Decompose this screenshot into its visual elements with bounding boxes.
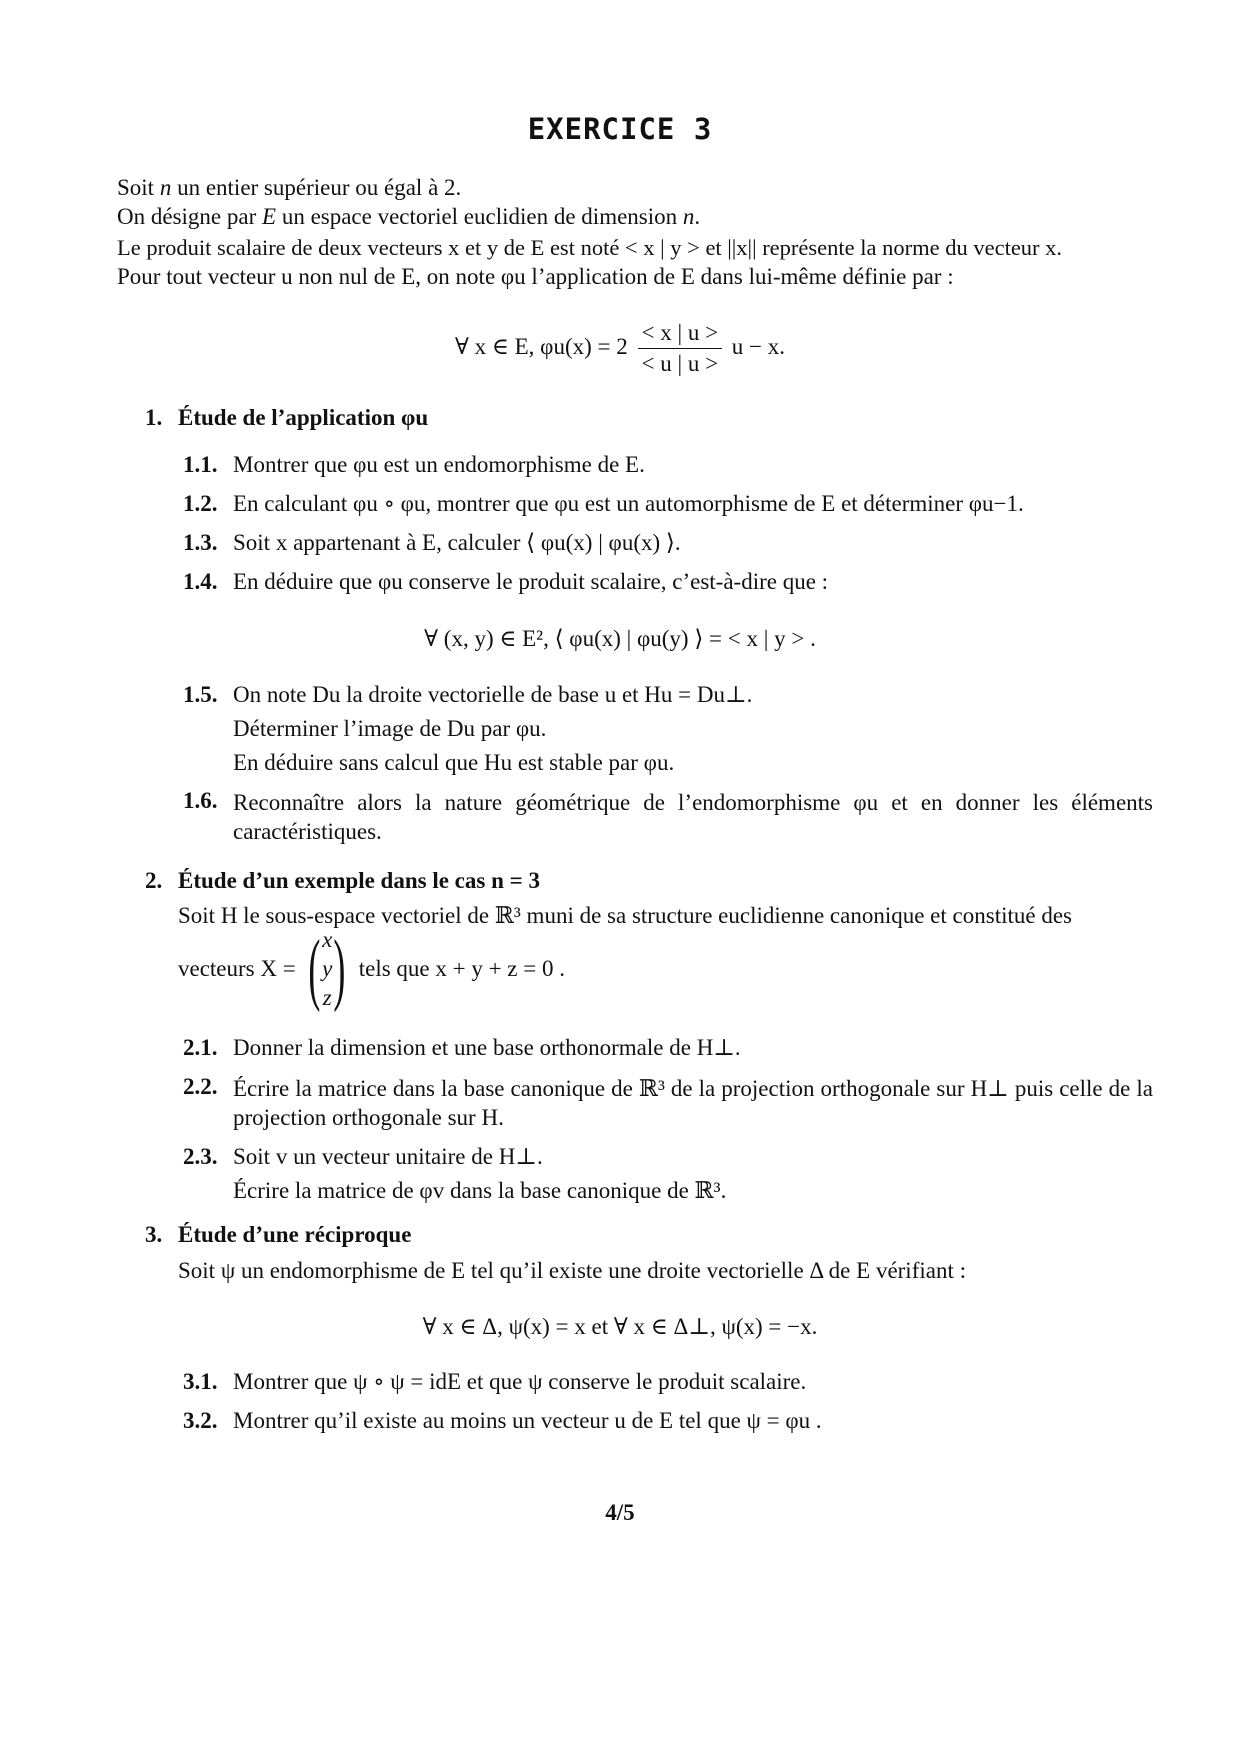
section-3-text: Soit ψ un endomorphisme de E tel qu’il existe une droite vectorielle Δ de E vérifiant : <box>178 1258 966 1283</box>
column-vector <box>301 925 353 1012</box>
item-1-3: 1.3. Soit x appartenant à E, calculer ⟨ φu(x) | φu(x) ⟩. <box>183 530 681 555</box>
item-1-1: 1.1. Montrer que φu est un endomorphisme de E. <box>183 452 645 477</box>
item-1-5: 1.5. On note Du la droite vectorielle de base u et Hu = Du⊥. <box>183 682 753 707</box>
section-3-heading: 3. Étude d’une réciproque <box>145 1222 412 1247</box>
item-2-3: 2.3. Soit v un vecteur unitaire de H⊥. <box>183 1144 543 1169</box>
intro-line-2: On désigne par E un espace vectoriel euclidien de dimension n. <box>117 204 701 229</box>
page-number: 4/5 <box>605 1500 635 1525</box>
item-3-2: 3.2. Montrer qu’il existe au moins un vecteur u de E tel que ψ = φu . <box>183 1408 822 1433</box>
item-2-1: 2.1. Donner la dimension et une base orthonormale de H⊥. <box>183 1035 741 1060</box>
item-1-2: 1.2. En calculant φu ∘ φu, montrer que φu est un automorphisme de E et déterminer φu−1. <box>183 491 1024 516</box>
section-1-heading: 1. Étude de l’application φu <box>145 405 429 430</box>
vector-definition: vecteurs X = ( x y z ) tels que x + y + z = 0 . <box>178 924 565 1013</box>
item-2-2: 2.2. Écrire la matrice dans la base canonique de ℝ³ de la projection orthogonale sur H⊥ puis celle de la projection orthogonale sur H. <box>183 1074 1153 1130</box>
vector-entry-y: y <box>322 956 333 981</box>
exercise-title: EXERCICE 3 <box>527 112 713 146</box>
main-formula <box>0 320 1240 377</box>
item-1-6: 1.6. Reconnaître alors la nature géométrique de l’endomorphisme φu et en donner les éléments caractéristiques. <box>183 788 1153 844</box>
intro-line-1: Soit n un entier supérieur ou égal à 2. <box>117 175 462 200</box>
section-2-text: Soit H le sous-espace vectoriel de ℝ³ muni de sa structure euclidienne canonique et constitué des <box>178 903 1072 928</box>
left-paren: ( <box>308 924 321 1013</box>
item-3-1: 3.1. Montrer que ψ ∘ ψ = idE et que ψ conserve le produit scalaire. <box>183 1369 807 1394</box>
intro-line-4: Pour tout vecteur u non nul de E, on note φu l’application de E dans lui-même définie par : <box>117 264 954 289</box>
fraction-numerator: < x | u > <box>638 320 723 349</box>
section-2-heading: 2. Étude d’un exemple dans le cas n = 3 <box>145 868 540 893</box>
formula-1-4: ∀ (x, y) ∈ E², ⟨ φu(x) | φu(y) ⟩ = < x | y > . <box>424 626 816 651</box>
fraction-denominator: < u | u > <box>641 351 719 376</box>
formula-lhs: ∀ x ∈ E, φu(x) = 2 <box>454 333 628 359</box>
item-1-4: 1.4. En déduire que φu conserve le produit scalaire, c’est-à-dire que : <box>183 569 829 594</box>
item-1-5-line-2: Déterminer l’image de Du par φu. <box>233 716 547 741</box>
formula-section-3: ∀ x ∈ Δ, ψ(x) = x et ∀ x ∈ Δ⊥, ψ(x) = −x. <box>422 1314 818 1339</box>
item-1-5-line-3: En déduire sans calcul que Hu est stable par φu. <box>233 750 675 775</box>
vector-entry-x: x <box>322 927 333 952</box>
right-paren: ) <box>333 924 346 1013</box>
intro-line-3: Le produit scalaire de deux vecteurs x et y de E est noté < x | y > et ||x|| représente la norme du vecteur x. <box>117 235 1063 260</box>
item-2-3-line-2: Écrire la matrice de φv dans la base canonique de ℝ³. <box>233 1178 727 1203</box>
formula-fraction <box>638 320 723 377</box>
formula-rhs: u − x. <box>731 333 786 359</box>
vector-entry-z: z <box>322 985 332 1010</box>
